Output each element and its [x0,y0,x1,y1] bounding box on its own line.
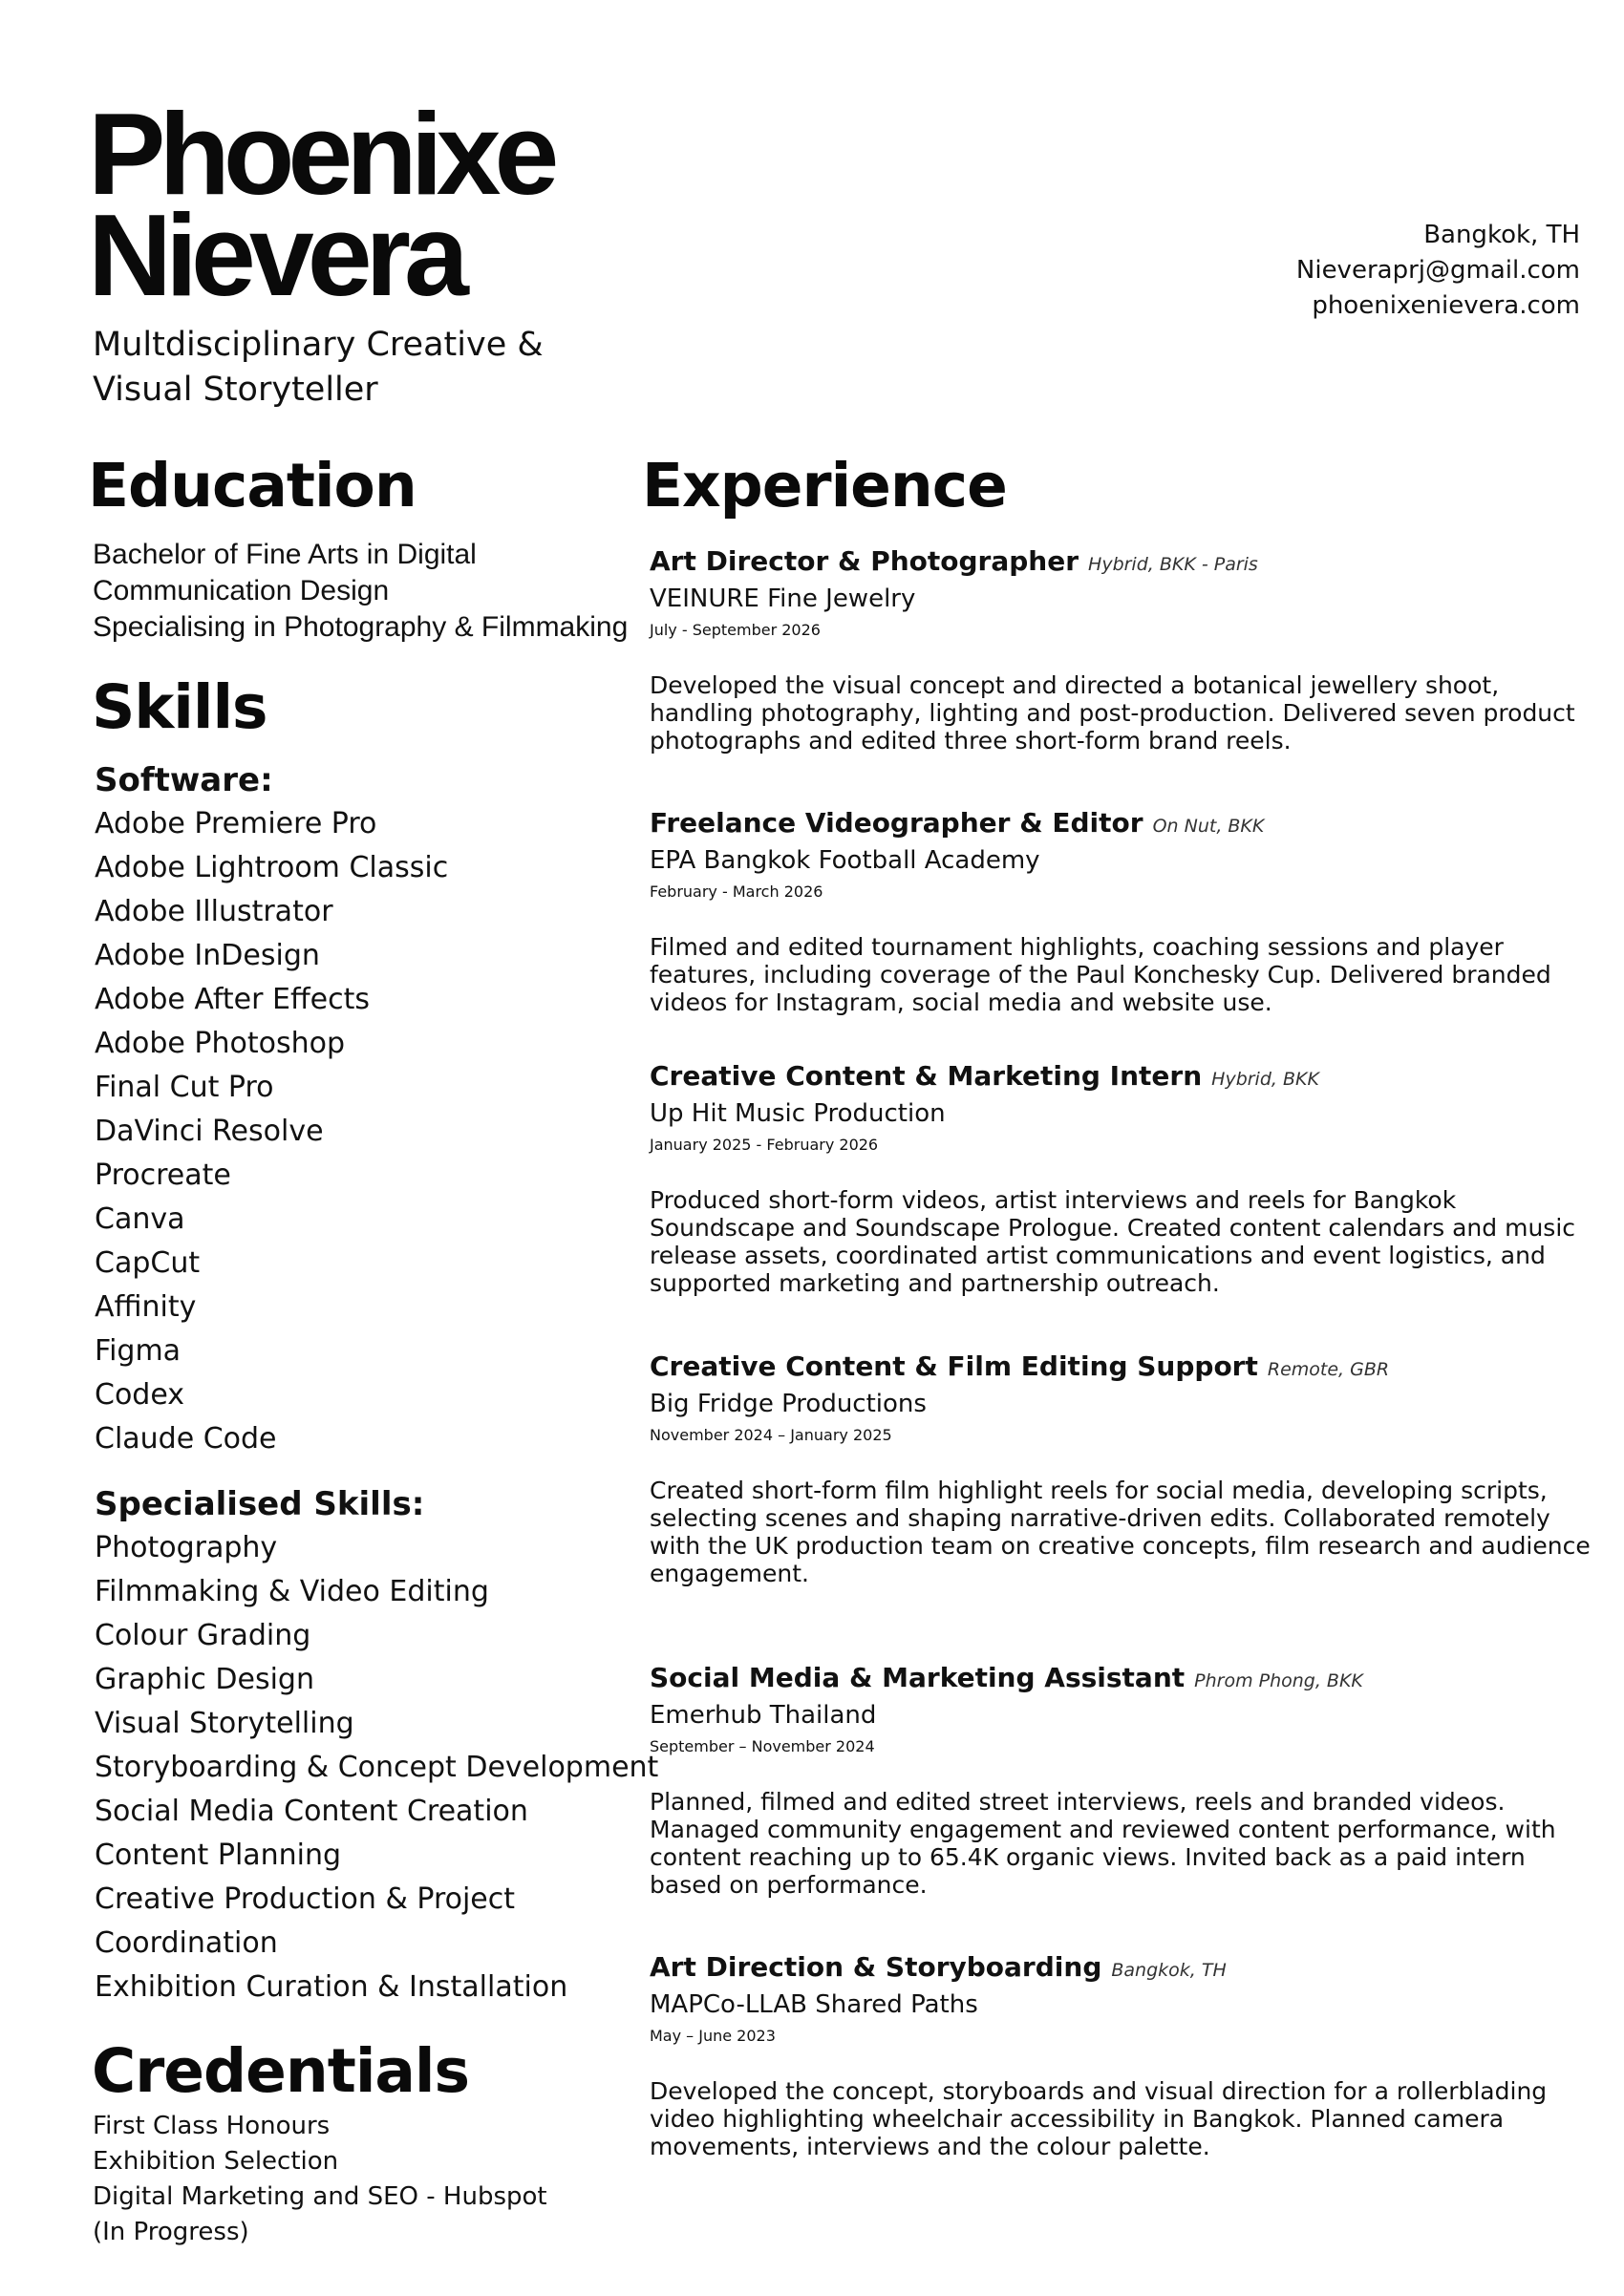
specialised-skill-item: Content Planning [95,1839,342,1872]
credential-item: First Class Honours [93,2112,331,2140]
software-item: Adobe Lightroom Classic [95,851,449,884]
experience-entry [650,805,1591,1016]
specialised-skill-item: Social Media Content Creation [95,1795,528,1828]
specialised-skill-item: Creative Production & Project [95,1882,516,1916]
contact-block [1296,218,1580,324]
job-title: Art Director & Photographer [650,545,1079,577]
company-name: Emerhub Thailand [650,1701,877,1730]
education-details [93,537,628,646]
experience-entry [650,543,1591,755]
credential-item: Digital Marketing and SEO - Hubspot [93,2182,547,2211]
job-dates: September – November 2024 [650,1737,875,1755]
software-item: CapCut [95,1246,201,1280]
software-item: Affinity [95,1290,197,1324]
job-description: Planned, filmed and edited street interviews, reels and branded videos. Managed community engagement and reviewed content performance, with content reaching up to 65.4K organic views. Invited back as a paid intern based on performance. [650,1788,1556,1899]
job-dates: January 2025 - February 2026 [650,1136,879,1154]
job-description: Developed the visual concept and directed a botanical jewellery shoot, handling photography, lighting and post-production. Delivered seven product photographs and edited three short-form brand reels. [650,671,1575,755]
education-line: Bachelor of Fine Arts in Digital [93,539,477,570]
software-item: Adobe Premiere Pro [95,807,377,840]
software-list [95,802,448,1461]
education-line: Communication Design [93,575,390,606]
specialised-skill-item: Colour Grading [95,1619,311,1652]
specialised-skill-item: Photography [95,1531,278,1564]
specialised-skills-list [95,1526,658,2009]
job-title: Creative Content & Film Editing Support [650,1350,1258,1382]
software-item: Claude Code [95,1422,277,1456]
job-title: Creative Content & Marketing Intern [650,1060,1203,1092]
experience-entry [650,1949,1591,2160]
company-name: MAPCo-LLAB Shared Paths [650,1990,978,2019]
education-line: Specialising in Photography & Filmmaking [93,611,629,643]
job-location: Hybrid, BKK - Paris [1088,554,1258,575]
job-dates: February - March 2026 [650,882,823,901]
job-description: Developed the concept, storyboards and visual direction for a rollerblading video highlighting wheelchair accessibility in Bangkok. Planned camera movements, interviews and the colour palette. [650,2077,1548,2160]
job-dates: May – June 2023 [650,2027,776,2045]
job-title: Freelance Videographer & Editor [650,807,1143,839]
tagline [93,323,628,413]
job-title: Art Direction & Storyboarding [650,1951,1102,1983]
job-title: Social Media & Marketing Assistant [650,1662,1186,1693]
company-name: Big Fridge Productions [650,1390,927,1418]
experience-entry [650,1058,1591,1297]
specialised-skill-item: Filmmaking & Video Editing [95,1575,489,1608]
contact-email[interactable]: Nieveraprj@gmail.com [1295,256,1580,285]
specialised-skill-item: Storyboarding & Concept Development [95,1751,659,1784]
specialised-skill-item: Coordination [95,1926,278,1960]
job-description: Created short-form film highlight reels for social media, developing scripts, selecting scenes and shaping narrative-driven edits. Collaborated remotely with the UK production team on creative concepts, film research and audience engagement. [650,1477,1591,1587]
experience-entry [650,1660,1591,1899]
credential-item: Exhibition Selection [93,2147,339,2176]
candidate-last-name: Nievera [88,190,462,320]
software-item: Adobe Photoshop [95,1027,346,1060]
software-item: Figma [95,1334,182,1368]
experience-entry [650,1349,1591,1587]
software-subheading: Software: [95,761,273,799]
job-location: Hybrid, BKK [1211,1069,1319,1090]
education-heading: Education [88,451,417,521]
software-item: Final Cut Pro [95,1071,274,1104]
software-item: Adobe After Effects [95,983,370,1016]
software-item: Adobe Illustrator [95,895,333,928]
software-item: Canva [95,1202,185,1236]
specialised-skill-item: Graphic Design [95,1663,314,1696]
job-description: Produced short-form videos, artist interviews and reels for Bangkok Soundscape and Soundscape Prologue. Created content calendars and music release assets, coordinated artist communications and event logistics, and supported marketing and partnership outreach. [650,1186,1576,1297]
specialised-skill-item: Exhibition Curation & Installation [95,1970,568,2004]
skills-heading: Skills [92,672,267,742]
specialised-skills-subheading: Specialised Skills: [95,1485,425,1523]
company-name: VEINURE Fine Jewelry [650,585,916,613]
company-name: EPA Bangkok Football Academy [650,846,1040,875]
job-location: Phrom Phong, BKK [1194,1670,1363,1691]
software-item: Codex [95,1378,185,1412]
specialised-skill-item: Visual Storytelling [95,1707,354,1740]
job-location: Remote, GBR [1267,1359,1390,1380]
candidate-first-name: Phoenixe [88,89,553,219]
tagline-line-1: Multdisciplinary Creative & [93,326,544,364]
job-dates: July - September 2026 [650,621,821,639]
company-name: Up Hit Music Production [650,1099,946,1128]
software-item: Adobe InDesign [95,939,320,972]
credential-item: (In Progress) [93,2218,249,2246]
job-description: Filmed and edited tournament highlights, coaching sessions and player features, including coverage of the Paul Konchesky Cup. Delivered branded videos for Instagram, social media and website use. [650,933,1551,1016]
credentials-list [93,2109,547,2250]
software-item: DaVinci Resolve [95,1115,324,1148]
job-location: On Nut, BKK [1152,816,1265,837]
candidate-name [88,89,680,320]
software-item: Procreate [95,1159,231,1192]
contact-location: Bangkok, TH [1423,221,1580,249]
credentials-heading: Credentials [92,2036,470,2106]
tagline-line-2: Visual Storyteller [93,371,378,409]
job-location: Bangkok, TH [1111,1960,1227,1981]
job-dates: November 2024 – January 2025 [650,1426,892,1444]
contact-website[interactable]: phoenixenievera.com [1312,291,1580,320]
experience-heading: Experience [642,451,1007,521]
